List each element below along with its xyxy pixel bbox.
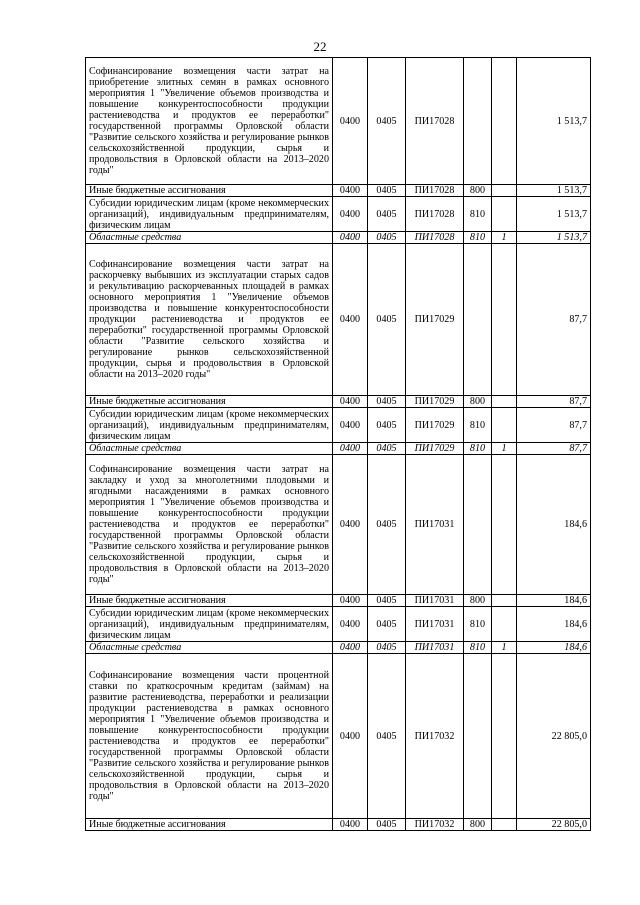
amount-value: 87,7 xyxy=(517,396,591,408)
subsection-code: 0405 xyxy=(368,197,406,232)
table-row xyxy=(86,408,591,443)
amount-value: 184,6 xyxy=(517,595,591,607)
target-article-code: ПИ17029 xyxy=(406,396,464,408)
amount-value: 87,7 xyxy=(517,244,591,396)
section-code: 0400 xyxy=(333,197,368,232)
subsection-code: 0405 xyxy=(368,642,406,654)
row-description: Софинансирование возмещения части затрат на раскорчевку выбывших из эксплуатации старых садов и рекультивацию раскорчеванных площадей в рамках основного мероприятия 1 "Увеличение объемов производства и повышение конкурентоспособности продукции растениеводства и продуктов ее переработки" государственной программы Орловской области "Развитие сельского хозяйства и регулирование рынков сельскохозяйственной продукции, сырья и продовольствия в Орловской области на 2013–2020 годы" xyxy=(86,244,333,396)
expense-type-code xyxy=(464,58,492,185)
table-row xyxy=(86,197,591,232)
funding-source-code xyxy=(492,819,517,831)
funding-source-code xyxy=(492,244,517,396)
expense-type-code: 800 xyxy=(464,595,492,607)
section-code: 0400 xyxy=(333,232,368,244)
table-row xyxy=(86,244,591,396)
amount-value: 184,6 xyxy=(517,455,591,595)
amount-value: 1 513,7 xyxy=(517,232,591,244)
target-article-code: ПИ17028 xyxy=(406,232,464,244)
subsection-code: 0405 xyxy=(368,244,406,396)
expense-type-code: 810 xyxy=(464,197,492,232)
amount-value: 22 805,0 xyxy=(517,654,591,819)
amount-value: 87,7 xyxy=(517,408,591,443)
funding-source-code xyxy=(492,408,517,443)
expense-type-code: 810 xyxy=(464,408,492,443)
expense-type-code xyxy=(464,455,492,595)
funding-source-code xyxy=(492,396,517,408)
subsection-code: 0405 xyxy=(368,408,406,443)
funding-source-code xyxy=(492,595,517,607)
target-article-code: ПИ17032 xyxy=(406,819,464,831)
section-code: 0400 xyxy=(333,654,368,819)
amount-value: 87,7 xyxy=(517,443,591,455)
funding-source-code xyxy=(492,185,517,197)
section-code: 0400 xyxy=(333,58,368,185)
target-article-code: ПИ17029 xyxy=(406,443,464,455)
funding-source-code xyxy=(492,607,517,642)
table-row xyxy=(86,396,591,408)
table-row xyxy=(86,443,591,455)
table-row xyxy=(86,455,591,595)
subsection-code: 0405 xyxy=(368,185,406,197)
amount-value: 184,6 xyxy=(517,607,591,642)
subsection-code: 0405 xyxy=(368,819,406,831)
expense-type-code xyxy=(464,654,492,819)
expense-type-code: 810 xyxy=(464,607,492,642)
subsection-code: 0405 xyxy=(368,654,406,819)
funding-source-code xyxy=(492,58,517,185)
subsection-code: 0405 xyxy=(368,396,406,408)
row-description: Софинансирование возмещения части затрат на закладку и уход за многолетними плодовыми и ягодными насаждениями в рамках основного мероприятия 1 "Увеличение объемов производства и повышение конкурентоспособности продукции растениеводства и продуктов ее переработки" государственной программы Орловской области "Развитие сельского хозяйства и регулирование рынков сельскохозяйственной продукции, сырья и продовольствия в Орловской области на 2013–2020 годы" xyxy=(86,455,333,595)
table-row xyxy=(86,595,591,607)
amount-value: 184,6 xyxy=(517,642,591,654)
expense-type-code: 810 xyxy=(464,232,492,244)
expense-type-code xyxy=(464,244,492,396)
target-article-code: ПИ17031 xyxy=(406,455,464,595)
table-row xyxy=(86,607,591,642)
table-row xyxy=(86,232,591,244)
row-description: Иные бюджетные ассигнования xyxy=(86,185,333,197)
table-row xyxy=(86,185,591,197)
table-row xyxy=(86,642,591,654)
table-row xyxy=(86,654,591,819)
target-article-code: ПИ17031 xyxy=(406,595,464,607)
section-code: 0400 xyxy=(333,185,368,197)
funding-source-code: 1 xyxy=(492,642,517,654)
expense-type-code: 810 xyxy=(464,642,492,654)
section-code: 0400 xyxy=(333,408,368,443)
subsection-code: 0405 xyxy=(368,232,406,244)
subsection-code: 0405 xyxy=(368,455,406,595)
target-article-code: ПИ17028 xyxy=(406,197,464,232)
target-article-code: ПИ17029 xyxy=(406,244,464,396)
subsection-code: 0405 xyxy=(368,443,406,455)
funding-source-code xyxy=(492,654,517,819)
row-description: Субсидии юридическим лицам (кроме некоммерческих организаций), индивидуальным предпринимателям, физическим лицам xyxy=(86,197,333,232)
funding-source-code: 1 xyxy=(492,443,517,455)
page-number: 22 xyxy=(313,39,327,54)
row-description: Иные бюджетные ассигнования xyxy=(86,396,333,408)
section-code: 0400 xyxy=(333,443,368,455)
expense-type-code: 800 xyxy=(464,185,492,197)
row-description: Софинансирование возмещения части процентной ставки по краткосрочным кредитам (займам) на развитие растениеводства, переработки и реализации продукции растениеводства в рамках основного мероприятия 1 "Увеличение объемов производства и повышение конкурентоспособности продукции растениеводства и продуктов ее переработки" государственной программы Орловской области "Развитие сельского хозяйства и регулирование рынков сельскохозяйственной продукции, сырья и продовольствия в Орловской области на 2013–2020 годы" xyxy=(86,654,333,819)
row-description: Субсидии юридическим лицам (кроме некоммерческих организаций), индивидуальным предпринимателям, физическим лицам xyxy=(86,607,333,642)
expense-type-code: 800 xyxy=(464,396,492,408)
section-code: 0400 xyxy=(333,396,368,408)
subsection-code: 0405 xyxy=(368,595,406,607)
funding-source-code xyxy=(492,197,517,232)
target-article-code: ПИ17029 xyxy=(406,408,464,443)
section-code: 0400 xyxy=(333,244,368,396)
subsection-code: 0405 xyxy=(368,607,406,642)
target-article-code: ПИ17031 xyxy=(406,607,464,642)
section-code: 0400 xyxy=(333,819,368,831)
amount-value: 1 513,7 xyxy=(517,197,591,232)
section-code: 0400 xyxy=(333,607,368,642)
expense-type-code: 810 xyxy=(464,443,492,455)
target-article-code: ПИ17032 xyxy=(406,654,464,819)
row-description: Субсидии юридическим лицам (кроме некоммерческих организаций), индивидуальным предпринимателям, физическим лицам xyxy=(86,408,333,443)
amount-value: 22 805,0 xyxy=(517,819,591,831)
target-article-code: ПИ17031 xyxy=(406,642,464,654)
row-description: Софинансирование возмещения части затрат на приобретение элитных семян в рамках основного мероприятия 1 "Увеличение объемов производства и повышение конкурентоспособности продукции растениеводства и продуктов ее переработки" государственной программы Орловской области "Развитие сельского хозяйства и регулирование рынков сельскохозяйственной продукции, сырья и продовольствия в Орловской области на 2013–2020 годы" xyxy=(86,58,333,185)
table-row xyxy=(86,819,591,831)
row-description: Иные бюджетные ассигнования xyxy=(86,819,333,831)
row-description: Областные средства xyxy=(86,232,333,244)
subsection-code: 0405 xyxy=(368,58,406,185)
funding-source-code xyxy=(492,455,517,595)
target-article-code: ПИ17028 xyxy=(406,185,464,197)
target-article-code: ПИ17028 xyxy=(406,58,464,185)
section-code: 0400 xyxy=(333,455,368,595)
amount-value: 1 513,7 xyxy=(517,58,591,185)
row-description: Областные средства xyxy=(86,443,333,455)
row-description: Иные бюджетные ассигнования xyxy=(86,595,333,607)
section-code: 0400 xyxy=(333,595,368,607)
budget-table xyxy=(85,57,591,831)
table-row xyxy=(86,58,591,185)
funding-source-code: 1 xyxy=(492,232,517,244)
section-code: 0400 xyxy=(333,642,368,654)
expense-type-code: 800 xyxy=(464,819,492,831)
row-description: Областные средства xyxy=(86,642,333,654)
amount-value: 1 513,7 xyxy=(517,185,591,197)
